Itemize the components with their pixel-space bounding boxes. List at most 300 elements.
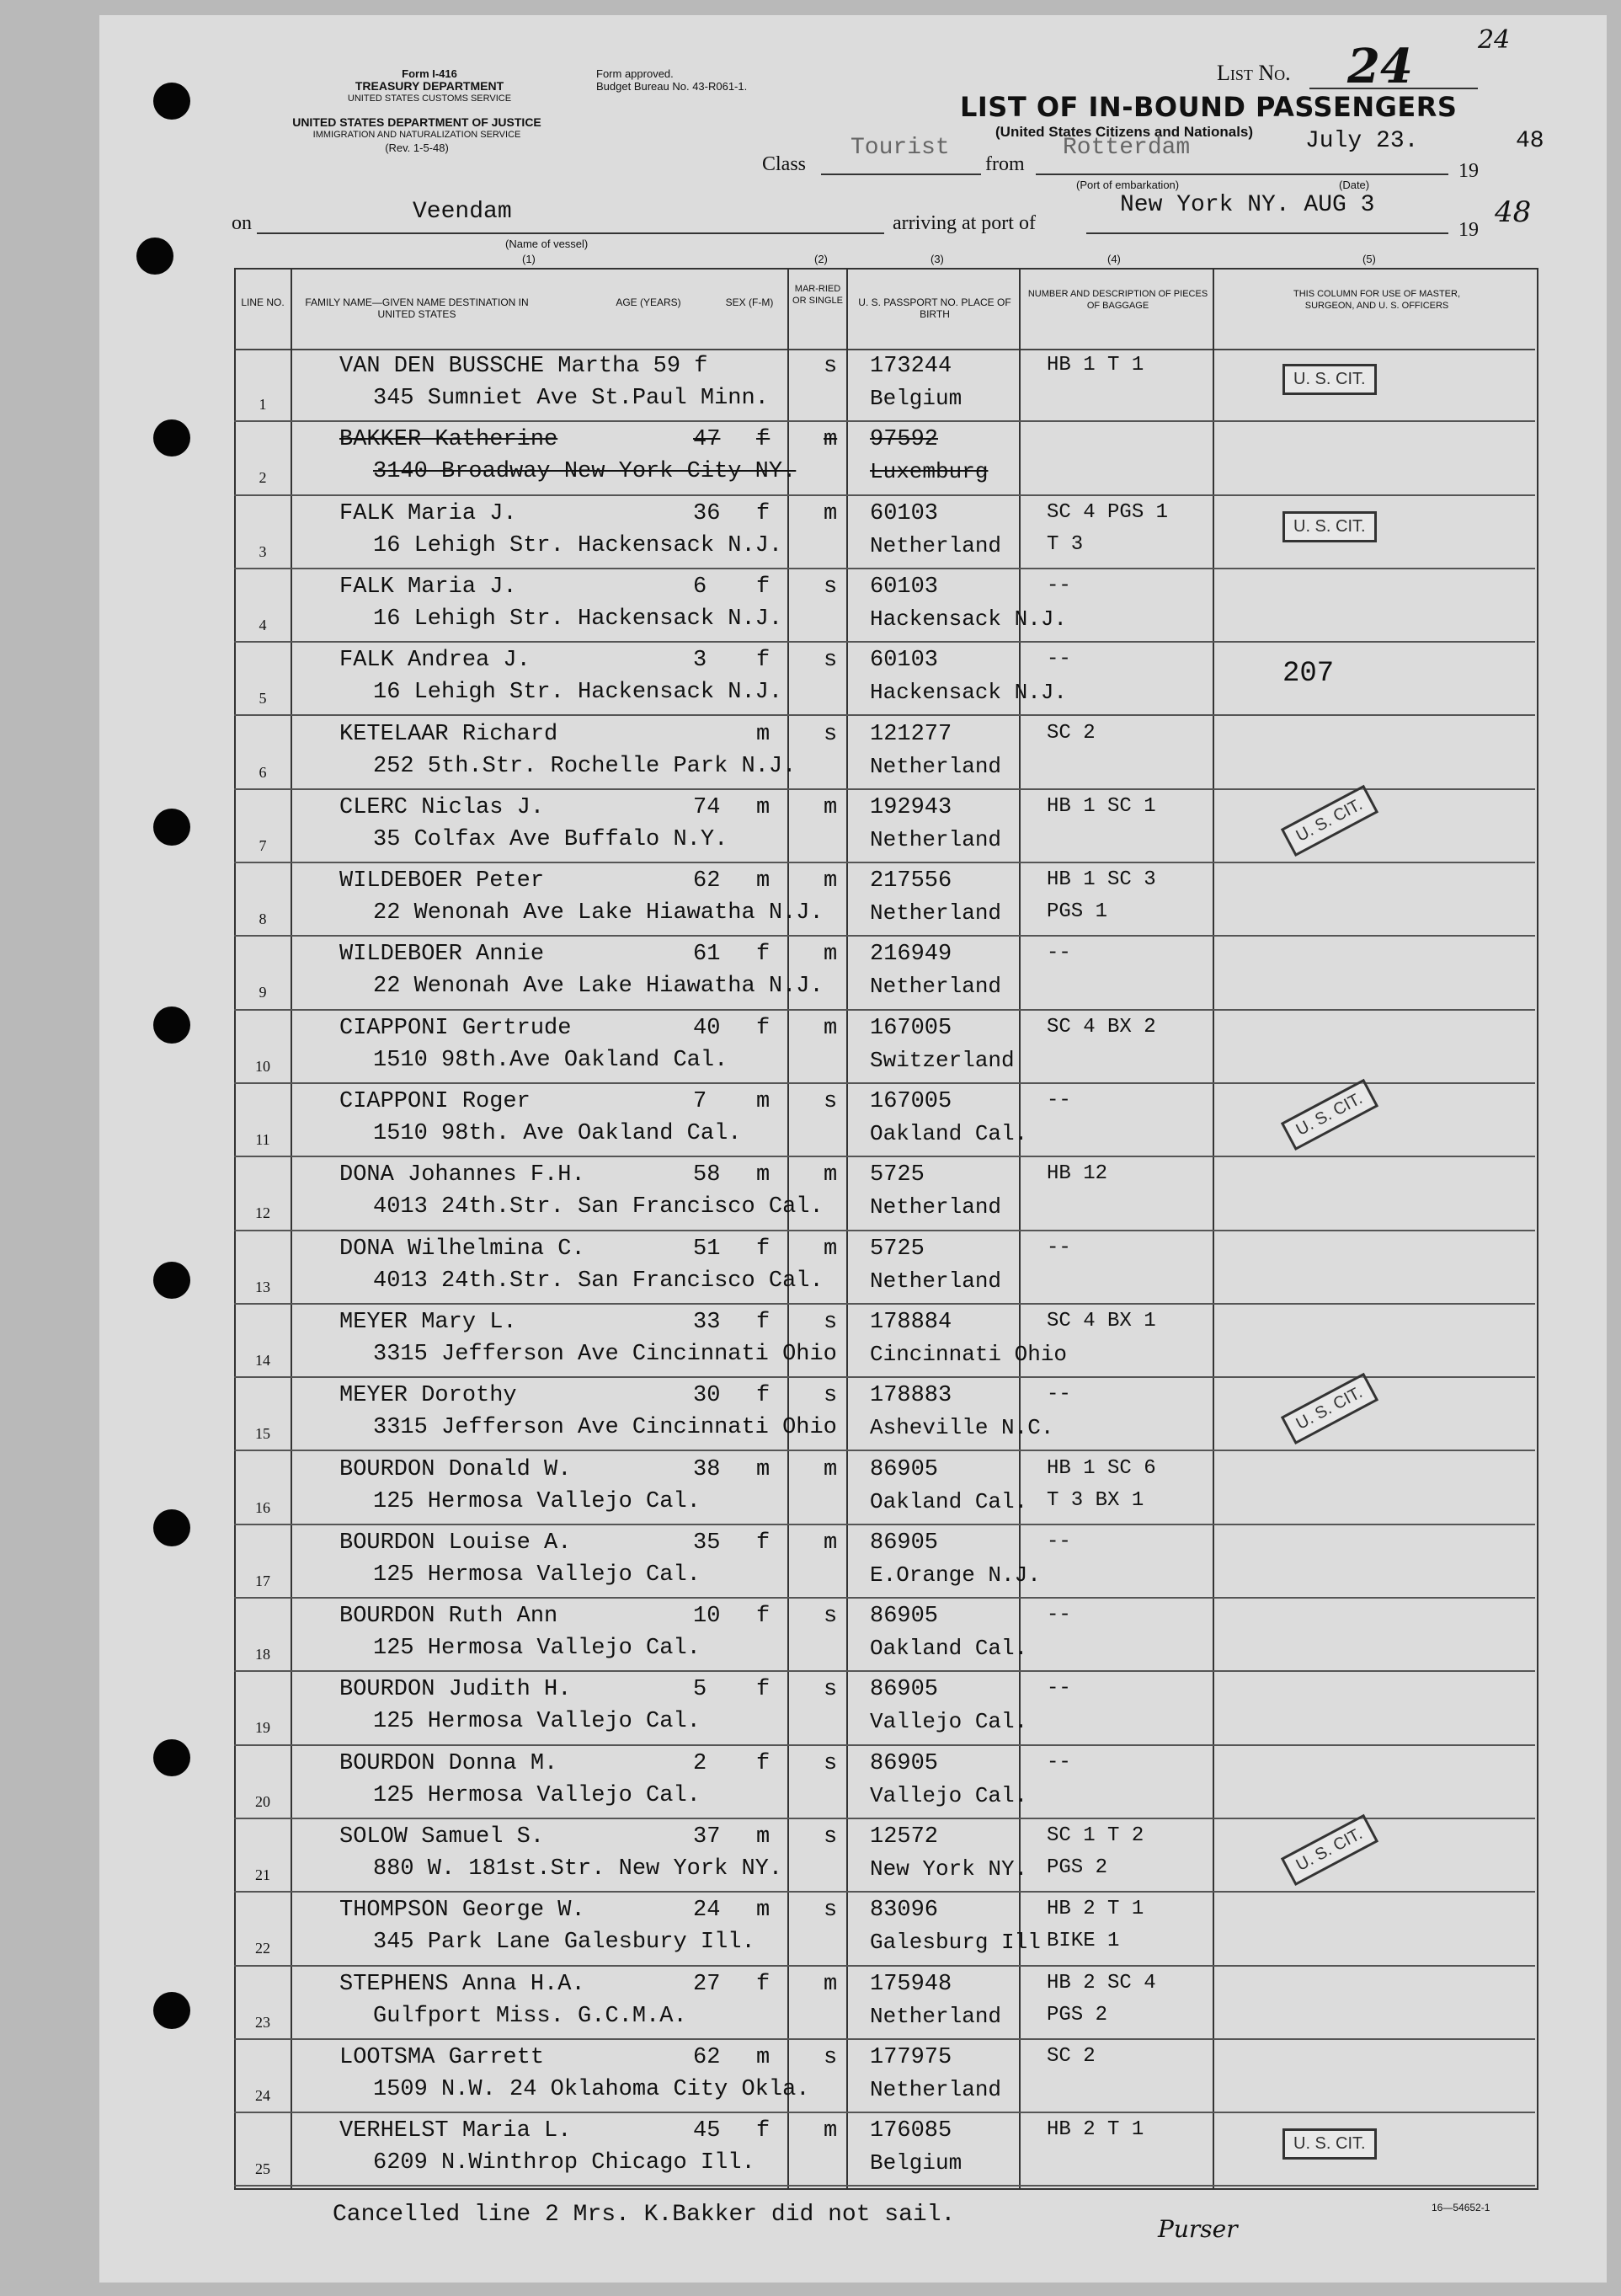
baggage-line1: -- xyxy=(1047,574,1071,597)
passenger-name: STEPHENS Anna H.A. xyxy=(339,1971,585,1997)
passenger-sex: f xyxy=(756,574,771,600)
destination-address: 125 Hermosa Vallejo Cal. xyxy=(373,1562,701,1588)
us-citizen-stamp: U. S. CIT. xyxy=(1281,1079,1378,1151)
passport-number: 60103 xyxy=(870,648,939,674)
passenger-age: 38 xyxy=(693,1456,721,1482)
class-label: Class xyxy=(762,153,807,175)
passenger-sex: m xyxy=(756,1456,771,1482)
cancellation-note: Cancelled line 2 Mrs. K.Bakker did not sail. xyxy=(333,2202,956,2228)
place-of-birth: Netherland xyxy=(870,753,1002,779)
passenger-name: CLERC Niclas J. xyxy=(339,794,545,820)
line-number: 18 xyxy=(255,1646,270,1663)
marital-status: s xyxy=(824,1898,838,1924)
destination-address: 4013 24th.Str. San Francisco Cal. xyxy=(373,1268,824,1294)
marital-status: m xyxy=(824,1530,838,1556)
marital-status: s xyxy=(824,2044,838,2070)
destination-address: 880 W. 181st.Str. New York NY. xyxy=(373,1856,783,1882)
table-row xyxy=(234,422,1535,495)
passenger-name: FALK Maria J. xyxy=(339,500,517,526)
place-of-birth: Netherland xyxy=(870,900,1002,926)
passport-number: 86905 xyxy=(870,1677,939,1703)
passenger-age: 62 xyxy=(693,868,721,894)
passenger-sex: m xyxy=(756,721,771,747)
punch-hole xyxy=(153,419,190,457)
place-of-birth: Vallejo Cal. xyxy=(870,1782,1028,1808)
passenger-age: 58 xyxy=(693,1162,721,1188)
baggage-line1: -- xyxy=(1047,648,1071,671)
passport-number: 60103 xyxy=(870,500,939,526)
passenger-name: BOURDON Judith H. xyxy=(339,1677,572,1703)
baggage-line1: SC 1 T 2 xyxy=(1047,1824,1144,1847)
passport-number: 216949 xyxy=(870,942,952,968)
table-row xyxy=(234,790,1535,863)
marital-status: s xyxy=(824,721,838,747)
line-number: 20 xyxy=(255,1792,270,1810)
col-header-officers: THIS COLUMN FOR USE OF MASTER, SURGEON, AND U. S. OFFICERS xyxy=(1293,289,1460,311)
baggage-line1: SC 4 BX 1 xyxy=(1047,1309,1156,1332)
punch-hole xyxy=(153,1007,190,1044)
passenger-sex: f xyxy=(756,1677,771,1703)
baggage-line2: PGS 1 xyxy=(1047,900,1108,924)
year2-prefix: 19 xyxy=(1458,219,1479,241)
baggage-line1: HB 1 SC 6 xyxy=(1047,1456,1156,1480)
passenger-age: 3 xyxy=(693,648,707,674)
passport-number: 167005 xyxy=(870,1015,952,1041)
place-of-birth: Netherland xyxy=(870,532,1002,558)
baggage-line1: HB 2 T 1 xyxy=(1047,1898,1144,1921)
baggage-line1: HB 2 SC 4 xyxy=(1047,1971,1156,1994)
line-number: 15 xyxy=(255,1425,270,1443)
us-citizen-stamp: U. S. CIT. xyxy=(1282,511,1377,542)
place-of-birth: Netherland xyxy=(870,1268,1002,1294)
col-header-age: AGE (YEARS) xyxy=(616,296,681,308)
passenger-age: 7 xyxy=(693,1089,707,1114)
line-number: 12 xyxy=(255,1204,270,1222)
line-number: 23 xyxy=(255,2013,270,2031)
line-number: 11 xyxy=(255,1131,270,1148)
place-of-birth: Oakland Cal. xyxy=(870,1488,1028,1514)
marital-status: s xyxy=(824,1750,838,1776)
passport-number: 167005 xyxy=(870,1089,952,1114)
destination-address: Gulfport Miss. G.C.M.A. xyxy=(373,2003,687,2029)
line-number: 22 xyxy=(255,1940,270,1957)
passenger-age: 33 xyxy=(693,1309,721,1335)
passenger-name: BOURDON Ruth Ann xyxy=(339,1604,558,1630)
page-subtitle: (United States Citizens and Nationals) xyxy=(995,124,1254,140)
place-of-birth: Hackensack N.J. xyxy=(870,680,1068,706)
passenger-name: VERHELST Maria L. xyxy=(339,2118,572,2144)
marital-status: m xyxy=(824,500,838,526)
passenger-sex: f xyxy=(756,1383,771,1409)
line-number: 24 xyxy=(255,2086,270,2104)
passport-number: 121277 xyxy=(870,721,952,747)
line-number: 3 xyxy=(259,542,267,560)
passenger-sex: f xyxy=(756,1309,771,1335)
place-of-birth: Luxemburg xyxy=(870,459,989,485)
marital-status: s xyxy=(824,1604,838,1630)
passport-number: 192943 xyxy=(870,794,952,820)
baggage-line1: SC 2 xyxy=(1047,2044,1096,2068)
ins-service: IMMIGRATION AND NATURALIZATION SERVICE xyxy=(312,130,521,140)
list-number: 24 xyxy=(1347,39,1413,94)
passport-number: 83096 xyxy=(870,1898,939,1924)
table-row xyxy=(234,1011,1535,1084)
place-of-birth: Oakland Cal. xyxy=(870,1121,1028,1146)
passenger-sex: f xyxy=(756,1750,771,1776)
table-row xyxy=(234,717,1535,790)
marital-status: m xyxy=(824,427,838,453)
col1-caption: (1) xyxy=(522,253,536,265)
col-header-name: FAMILY NAME—GIVEN NAME DESTINATION IN UNITED STATES xyxy=(305,296,529,320)
from-label: from xyxy=(985,153,1025,175)
place-of-birth: Netherland xyxy=(870,2003,1002,2029)
place-of-birth: Netherland xyxy=(870,2076,1002,2102)
table-row xyxy=(234,569,1535,643)
baggage-line1: -- xyxy=(1047,1089,1071,1112)
vessel-caption: (Name of vessel) xyxy=(505,238,589,250)
line-number: 17 xyxy=(255,1572,270,1589)
marital-status: m xyxy=(824,1971,838,1997)
date-caption: (Date) xyxy=(1339,179,1370,191)
arriving-label: arriving at port of xyxy=(893,212,1036,234)
line-number: 19 xyxy=(255,1719,270,1737)
baggage-line1: -- xyxy=(1047,1604,1071,1627)
destination-address: 125 Hermosa Vallejo Cal. xyxy=(373,1636,701,1662)
destination-address: 1510 98th.Ave Oakland Cal. xyxy=(373,1047,728,1073)
passenger-sex: f xyxy=(756,1236,771,1262)
passenger-name: DONA Wilhelmina C. xyxy=(339,1236,585,1262)
passenger-name: WILDEBOER Peter xyxy=(339,868,545,894)
baggage-line2: PGS 2 xyxy=(1047,1856,1108,1879)
punch-hole xyxy=(153,1992,190,2029)
passenger-age: 36 xyxy=(693,500,721,526)
marital-status: m xyxy=(824,1236,838,1262)
us-citizen-stamp: U. S. CIT. xyxy=(1281,1814,1378,1886)
col-header-baggage: NUMBER AND DESCRIPTION OF PIECES OF BAGGAGE xyxy=(1027,289,1208,311)
destination-address: 345 Sumniet Ave St.Paul Minn. xyxy=(373,386,769,411)
passport-number: 86905 xyxy=(870,1530,939,1556)
place-of-birth: Hackensack N.J. xyxy=(870,606,1068,632)
col2-number: (2) xyxy=(814,253,828,265)
table-row xyxy=(234,1525,1535,1599)
passenger-name: MEYER Mary L. xyxy=(339,1309,517,1335)
table-row xyxy=(234,1893,1535,1966)
baggage-line1: HB 2 T 1 xyxy=(1047,2118,1144,2142)
passenger-sex: f xyxy=(756,1604,771,1630)
line-number: 21 xyxy=(255,1866,270,1883)
passport-number: 5725 xyxy=(870,1236,925,1262)
destination-address: 35 Colfax Ave Buffalo N.Y. xyxy=(373,826,728,852)
passport-number: 97592 xyxy=(870,427,939,453)
baggage-line2: T 3 xyxy=(1047,532,1084,556)
table-row xyxy=(234,1231,1535,1305)
marital-status: s xyxy=(824,1089,838,1114)
us-citizen-stamp: U. S. CIT. xyxy=(1281,785,1378,857)
class-value: Tourist xyxy=(850,135,950,161)
passport-number: 86905 xyxy=(870,1604,939,1630)
passport-number: 217556 xyxy=(870,868,952,894)
passenger-name: BOURDON Donald W. xyxy=(339,1456,572,1482)
col3-number: (3) xyxy=(930,253,944,265)
passport-number: 178884 xyxy=(870,1309,952,1335)
passenger-sex: f xyxy=(756,500,771,526)
baggage-line1: -- xyxy=(1047,942,1071,965)
marital-status: s xyxy=(824,574,838,600)
passport-number: 176085 xyxy=(870,2118,952,2144)
passenger-age: 6 xyxy=(693,574,707,600)
marital-status: m xyxy=(824,2118,838,2144)
table-row xyxy=(234,1157,1535,1231)
passenger-age: 24 xyxy=(693,1898,721,1924)
passenger-age: 61 xyxy=(693,942,721,968)
marital-status: s xyxy=(824,1824,838,1850)
customs-service: UNITED STATES CUSTOMS SERVICE xyxy=(347,93,512,104)
passenger-sex: f xyxy=(756,648,771,674)
table-row xyxy=(234,1378,1535,1451)
baggage-line1: HB 12 xyxy=(1047,1162,1108,1186)
table-row xyxy=(234,496,1535,569)
passport-number: 177975 xyxy=(870,2044,952,2070)
line-number: 25 xyxy=(255,2160,270,2178)
line-number: 16 xyxy=(255,1498,270,1516)
line-number: 13 xyxy=(255,1278,270,1295)
table-row xyxy=(234,937,1535,1010)
line-number: 1 xyxy=(259,396,267,413)
passenger-sex: m xyxy=(756,794,771,820)
passenger-name: VAN DEN BUSSCHE Martha 59 f xyxy=(339,354,708,379)
place-of-birth: Belgium xyxy=(870,386,962,411)
punch-hole xyxy=(153,1509,190,1546)
officer-note: 207 xyxy=(1282,658,1335,691)
line-number: 14 xyxy=(255,1351,270,1369)
passenger-name: THOMPSON George W. xyxy=(339,1898,585,1924)
passenger-age: 74 xyxy=(693,794,721,820)
passenger-name: BAKKER Katherine xyxy=(339,427,558,453)
destination-address: 1509 N.W. 24 Oklahoma City Okla. xyxy=(373,2076,810,2102)
baggage-line2: PGS 2 xyxy=(1047,2003,1108,2026)
passenger-sex: f xyxy=(756,942,771,968)
passenger-sex: f xyxy=(756,1530,771,1556)
passenger-name: FALK Andrea J. xyxy=(339,648,531,674)
passenger-age: 47 xyxy=(693,427,721,453)
passenger-age: 2 xyxy=(693,1750,707,1776)
baggage-line1: -- xyxy=(1047,1750,1071,1774)
passenger-name: FALK Maria J. xyxy=(339,574,517,600)
destination-address: 4013 24th.Str. San Francisco Cal. xyxy=(373,1194,824,1220)
passenger-name: BOURDON Donna M. xyxy=(339,1750,558,1776)
marital-status: m xyxy=(824,868,838,894)
passenger-sex: m xyxy=(756,1824,771,1850)
table-row xyxy=(234,643,1535,716)
table-row xyxy=(234,1746,1535,1819)
on-label: on xyxy=(232,212,252,234)
destination-address: 16 Lehigh Str. Hackensack N.J. xyxy=(373,606,783,632)
destination-address: 3140 Broadway New York City NY. xyxy=(373,459,797,485)
destination-address: 125 Hermosa Vallejo Cal. xyxy=(373,1709,701,1735)
passport-number: 86905 xyxy=(870,1750,939,1776)
form-approved: Form approved. xyxy=(596,67,674,80)
place-of-birth: Vallejo Cal. xyxy=(870,1709,1028,1735)
page-title: LIST OF IN-BOUND PASSENGERS xyxy=(960,91,1458,123)
passenger-name: BOURDON Louise A. xyxy=(339,1530,572,1556)
baggage-line2: T 3 BX 1 xyxy=(1047,1488,1144,1512)
table-row xyxy=(234,1672,1535,1745)
line-number: 6 xyxy=(259,763,267,781)
baggage-line1: -- xyxy=(1047,1530,1071,1553)
form-header-left xyxy=(320,67,539,105)
destination-address: 6209 N.Winthrop Chicago Ill. xyxy=(373,2150,755,2176)
table-row xyxy=(234,349,1535,422)
passport-number: 173244 xyxy=(870,354,952,379)
place-of-birth: E.Orange N.J. xyxy=(870,1562,1041,1588)
baggage-line1: HB 1 SC 3 xyxy=(1047,868,1156,892)
baggage-line1: SC 2 xyxy=(1047,721,1096,745)
passenger-name: LOOTSMA Garrett xyxy=(339,2044,545,2070)
passenger-name: DONA Johannes F.H. xyxy=(339,1162,585,1188)
passenger-age: 51 xyxy=(693,1236,721,1262)
marital-status: m xyxy=(824,1456,838,1482)
line-number: 7 xyxy=(259,836,267,854)
justice-header xyxy=(227,116,606,154)
passenger-age: 30 xyxy=(693,1383,721,1409)
place-of-birth: Oakland Cal. xyxy=(870,1636,1028,1662)
marital-status: s xyxy=(824,354,838,379)
revision: (Rev. 1-5-48) xyxy=(385,141,449,154)
passenger-age: 27 xyxy=(693,1971,721,1997)
punch-hole xyxy=(153,1739,190,1776)
port-caption: (Port of embarkation) xyxy=(1076,179,1180,191)
destination-address: 22 Wenonah Ave Lake Hiawatha N.J. xyxy=(373,974,824,1000)
table-row xyxy=(234,1967,1535,2040)
passport-number: 5725 xyxy=(870,1162,925,1188)
passenger-age: 5 xyxy=(693,1677,707,1703)
form-number: Form I-416 xyxy=(402,67,457,80)
col-header-married: MAR-RIED OR SINGLE xyxy=(792,284,843,306)
purser-signature: Purser xyxy=(1158,2215,1238,2243)
vessel-name: Veendam xyxy=(413,199,512,225)
passport-number: 178883 xyxy=(870,1383,952,1409)
punch-hole xyxy=(153,1262,190,1299)
passenger-age: 45 xyxy=(693,2118,721,2144)
budget-bureau: Budget Bureau No. 43-R061-1. xyxy=(596,80,748,93)
destination-address: 16 Lehigh Str. Hackensack N.J. xyxy=(373,532,783,558)
marital-status: s xyxy=(824,1309,838,1335)
place-of-birth: Switzerland xyxy=(870,1047,1015,1073)
passenger-name: WILDEBOER Annie xyxy=(339,942,545,968)
place-of-birth: New York NY. xyxy=(870,1856,1028,1882)
table-row xyxy=(234,863,1535,937)
table-row xyxy=(234,1084,1535,1157)
passenger-age: 35 xyxy=(693,1530,721,1556)
passenger-sex: f xyxy=(756,1971,771,1997)
line-number: 4 xyxy=(259,616,267,633)
table-row xyxy=(234,1819,1535,1893)
passenger-age: 62 xyxy=(693,2044,721,2070)
line-number: 2 xyxy=(259,469,267,487)
marital-status: s xyxy=(824,1383,838,1409)
marital-status: m xyxy=(824,942,838,968)
destination-address: 345 Park Lane Galesbury Ill. xyxy=(373,1930,755,1956)
marital-status: s xyxy=(824,648,838,674)
passenger-age: 40 xyxy=(693,1015,721,1041)
destination-address: 1510 98th. Ave Oakland Cal. xyxy=(373,1121,742,1146)
line-number: 5 xyxy=(259,690,267,707)
year-prefix: 19 xyxy=(1458,160,1479,182)
us-citizen-stamp: U. S. CIT. xyxy=(1282,2128,1377,2160)
passenger-name: KETELAAR Richard xyxy=(339,721,558,747)
form-approval xyxy=(596,67,747,93)
col-header-sex: SEX (F-M) xyxy=(725,296,774,308)
line-number: 10 xyxy=(255,1057,270,1075)
passenger-sex: m xyxy=(756,1162,771,1188)
baggage-line1: -- xyxy=(1047,1383,1071,1407)
baggage-line1: HB 1 T 1 xyxy=(1047,354,1144,376)
punch-hole xyxy=(153,809,190,846)
destination-address: 16 Lehigh Str. Hackensack N.J. xyxy=(373,680,783,706)
baggage-line1: SC 4 BX 2 xyxy=(1047,1015,1156,1039)
place-of-birth: Cincinnati Ohio xyxy=(870,1341,1068,1367)
table-row xyxy=(234,2113,1535,2187)
marital-status: m xyxy=(824,1015,838,1041)
place-of-birth: Asheville N.C. xyxy=(870,1415,1054,1441)
col4-number: (4) xyxy=(1107,253,1121,265)
passenger-rows xyxy=(234,349,1535,2187)
marital-status: s xyxy=(824,1677,838,1703)
from-value: Rotterdam xyxy=(1063,135,1191,161)
destination-address: 3315 Jefferson Ave Cincinnati Ohio xyxy=(373,1415,837,1441)
baggage-line1: -- xyxy=(1047,1677,1071,1701)
arrival-port: New York NY. AUG 3 xyxy=(1120,192,1375,218)
col-header-line: LINE NO. xyxy=(241,296,285,308)
date-value: July 23. xyxy=(1305,128,1419,154)
passenger-sex: m xyxy=(756,868,771,894)
passport-number: 12572 xyxy=(870,1824,939,1850)
passenger-age: 37 xyxy=(693,1824,721,1850)
line-number: 9 xyxy=(259,984,267,1001)
col5-number: (5) xyxy=(1362,253,1376,265)
place-of-birth: Galesburg Ill xyxy=(870,1930,1041,1956)
us-citizen-stamp: U. S. CIT. xyxy=(1281,1373,1378,1444)
passenger-name: CIAPPONI Gertrude xyxy=(339,1015,572,1041)
place-of-birth: Netherland xyxy=(870,974,1002,1000)
passenger-sex: f xyxy=(756,1015,771,1041)
destination-address: 125 Hermosa Vallejo Cal. xyxy=(373,1782,701,1808)
place-of-birth: Netherland xyxy=(870,826,1002,852)
baggage-line1: HB 1 SC 1 xyxy=(1047,794,1156,818)
page-corner-number: 24 xyxy=(1478,25,1511,55)
passenger-name: MEYER Dorothy xyxy=(339,1383,517,1409)
passport-number: 86905 xyxy=(870,1456,939,1482)
passenger-age: 10 xyxy=(693,1604,721,1630)
place-of-birth: Netherland xyxy=(870,1194,1002,1220)
passport-number: 175948 xyxy=(870,1971,952,1997)
destination-address: 22 Wenonah Ave Lake Hiawatha N.J. xyxy=(373,900,824,926)
us-citizen-stamp: U. S. CIT. xyxy=(1282,364,1377,395)
baggage-line1: SC 4 PGS 1 xyxy=(1047,500,1169,524)
passenger-sex: f xyxy=(756,427,771,453)
table-row xyxy=(234,1452,1535,1525)
line-number: 8 xyxy=(259,910,267,928)
list-no-label: List No. xyxy=(1217,61,1291,85)
department: TREASURY DEPARTMENT xyxy=(355,79,504,93)
destination-address: 125 Hermosa Vallejo Cal. xyxy=(373,1488,701,1514)
form-code: 16—54652-1 xyxy=(1432,2202,1490,2213)
place-of-birth: Belgium xyxy=(870,2150,962,2176)
passenger-name: SOLOW Samuel S. xyxy=(339,1824,545,1850)
passenger-sex: m xyxy=(756,2044,771,2070)
passenger-sex: f xyxy=(756,2118,771,2144)
destination-address: 252 5th.Str. Rochelle Park N.J. xyxy=(373,753,797,779)
